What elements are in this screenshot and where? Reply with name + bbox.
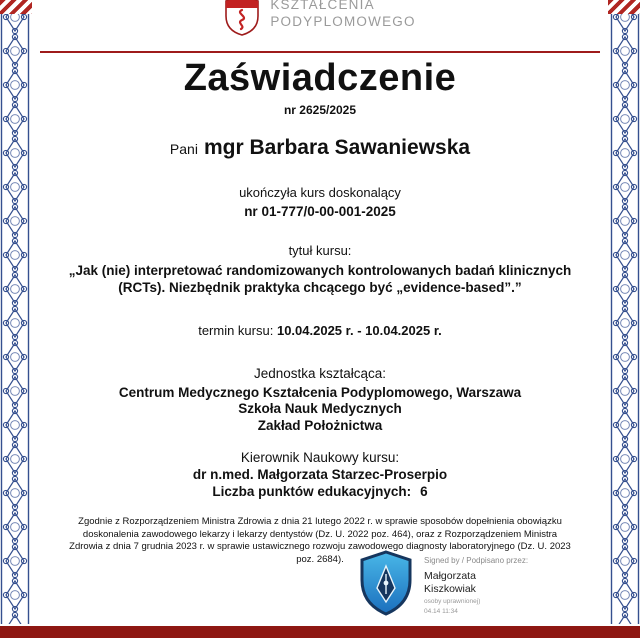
points-line bbox=[40, 484, 600, 499]
course-title-label: tytuł kursu: bbox=[288, 242, 352, 258]
certificate-body bbox=[40, 0, 600, 567]
signature-timestamp: 04.14 11:34 bbox=[424, 608, 458, 616]
header-divider bbox=[40, 51, 600, 53]
page-title: Zaświadczenie bbox=[183, 57, 457, 99]
points-value: 6 bbox=[420, 484, 428, 500]
bottom-border-bar bbox=[0, 626, 640, 638]
recipient-row bbox=[40, 136, 600, 160]
recipient-name: mgr Barbara Sawaniewska bbox=[203, 135, 471, 159]
org-name-line2: PODYPLOMOWEGO bbox=[270, 13, 416, 29]
completion-text: ukończyła kurs doskonalący bbox=[239, 184, 401, 200]
term-dates: 10.04.2025 r. - 10.04.2025 r. bbox=[276, 322, 442, 338]
course-title: „Jak (nie) interpretować randomizowanych kontrolowanych badań klinicznych (RCTs). Niezbędnik praktyka chcącego być „evidence-based”.” bbox=[68, 262, 572, 296]
org-logo bbox=[40, 0, 600, 36]
certificate-number: nr 2625/2025 bbox=[283, 102, 357, 117]
director-name: dr n.med. Małgorzata Starzec-Proserpio bbox=[192, 467, 448, 483]
director-label: Kierownik Naukowy kursu: bbox=[240, 450, 400, 466]
legal-text: Zgodnie z Rozporządzeniem Ministra Zdrowia z dnia 21 lutego 2022 r. w sprawie sposobów dopełnienia obowiązku doskonalenia zawodowego lekarzy i lekarzy dentystów (Dz. U. 2022 poz. 464), oraz z Rozporządzeniem Ministra Zdrowia z dnia 7 grudnia 2023 r. w sprawie ustawicznego rozwoju zawodowego diagnosty laboratoryjnego (Dz. U. 2023 poz. 2684). bbox=[69, 516, 571, 565]
unit-line: Zakład Położnictwa bbox=[257, 417, 383, 433]
term-label: termin kursu: bbox=[198, 322, 274, 338]
cmkp-shield-logo-icon bbox=[224, 0, 260, 36]
signer-name: Małgorzata Kiszkowiak bbox=[424, 569, 476, 595]
points-label: Liczba punktów edukacyjnych: bbox=[212, 484, 412, 500]
top-left-corner-ornament bbox=[0, 0, 32, 14]
left-border-ornament bbox=[0, 0, 30, 624]
signed-by-label: Signed by / Podpisano przez: bbox=[424, 556, 529, 565]
unit-line: Szkoła Nauk Medycznych bbox=[238, 401, 402, 417]
term-line bbox=[40, 323, 600, 338]
course-number: nr 01-777/0-00-001-2025 bbox=[244, 203, 396, 219]
unit-line: Centrum Medycznego Kształcenia Podyplomowego, Warszawa bbox=[118, 384, 522, 400]
signature-note: osoby uprawnionej) bbox=[424, 597, 481, 605]
signature-shield-pen-icon bbox=[358, 550, 414, 616]
salutation-text: Pani bbox=[169, 140, 198, 157]
top-right-corner-ornament bbox=[608, 0, 640, 14]
unit-label: Jednostka kształcąca: bbox=[253, 365, 387, 381]
signature-block bbox=[358, 550, 608, 617]
org-name-line1: KSZTAŁCENIA bbox=[270, 0, 375, 12]
right-border-ornament bbox=[610, 0, 640, 624]
